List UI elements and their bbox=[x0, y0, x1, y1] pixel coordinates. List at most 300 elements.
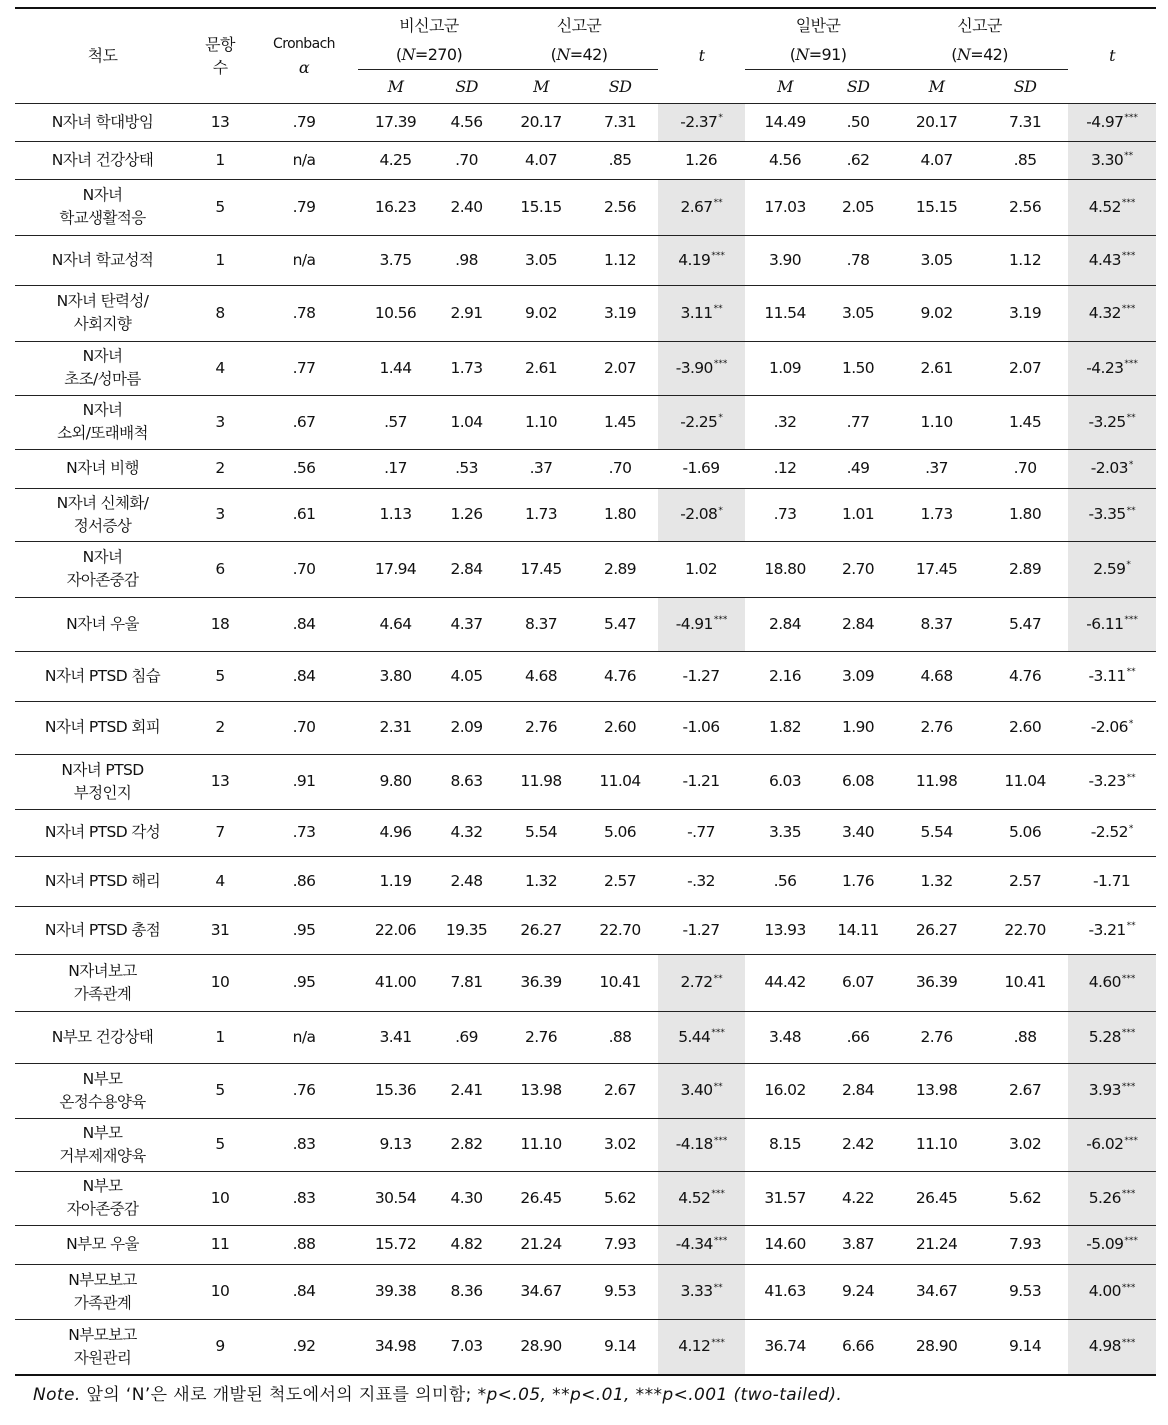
general-m-cell: 13.93 bbox=[764, 920, 806, 939]
report-sd-cell: 3.02 bbox=[603, 1135, 637, 1153]
significance-marker: *** bbox=[711, 1189, 725, 1200]
items-cell: 7 bbox=[215, 823, 225, 841]
nonreport-m-cell: 4.96 bbox=[379, 823, 412, 841]
significance-marker: *** bbox=[711, 1338, 725, 1349]
items-cell: 4 bbox=[215, 871, 225, 890]
t1-cell bbox=[658, 103, 745, 141]
report2-sd-cell: 3.19 bbox=[1008, 303, 1042, 322]
report2-sd-cell: 5.06 bbox=[1008, 823, 1042, 841]
table-row bbox=[15, 809, 1156, 856]
scale-name-cell bbox=[15, 651, 190, 701]
alpha-cell: .70 bbox=[292, 718, 316, 736]
scale-name-cell bbox=[15, 1319, 190, 1375]
t2-cell bbox=[1068, 395, 1156, 449]
items-cell: 3 bbox=[215, 505, 225, 523]
significance-marker: ** bbox=[1124, 151, 1134, 162]
sd-header: SD bbox=[1013, 76, 1037, 96]
general-m-cell: 44.42 bbox=[764, 973, 806, 991]
report-group2-header: 신고군 bbox=[957, 15, 1002, 35]
nonreport-m-cell: .57 bbox=[384, 412, 407, 431]
report-m-cell: 3.05 bbox=[524, 250, 558, 269]
report-m-cell: 2.76 bbox=[524, 718, 558, 736]
t2-cell bbox=[1068, 235, 1156, 285]
nonreport-sd-cell: 8.63 bbox=[450, 772, 483, 790]
items-cell: 1 bbox=[215, 150, 225, 169]
nonreport-sd-cell: 2.82 bbox=[450, 1135, 483, 1153]
nonreport-sd-cell: 1.04 bbox=[450, 412, 483, 431]
t1-cell bbox=[658, 141, 745, 179]
items-cell: 13 bbox=[210, 772, 230, 790]
items-cell: 8 bbox=[215, 303, 225, 322]
report2-sd-cell: 2.07 bbox=[1008, 358, 1042, 377]
scale-name-line: N자녀 PTSD 총점 bbox=[44, 920, 161, 939]
report2-sd-cell: 1.45 bbox=[1008, 412, 1042, 431]
nonreport-m-cell: 16.23 bbox=[374, 197, 417, 216]
general-m-cell: 14.60 bbox=[764, 1235, 806, 1253]
general-sd-cell: 2.70 bbox=[841, 559, 875, 578]
general-sd-cell: 2.84 bbox=[841, 1081, 875, 1099]
table-row bbox=[15, 1171, 1156, 1225]
nonreport-sd-cell: 1.73 bbox=[450, 358, 483, 377]
scale-name-line: 부정인지 bbox=[73, 783, 132, 802]
alpha-cell: .79 bbox=[292, 197, 316, 216]
t2-cell bbox=[1068, 103, 1156, 141]
alpha-cell: .79 bbox=[292, 112, 316, 131]
t1-cell bbox=[658, 1264, 745, 1319]
scale-name-line: 초조/성마름 bbox=[64, 370, 141, 388]
general-m-cell: 17.03 bbox=[764, 197, 806, 216]
alpha-cell: .88 bbox=[292, 1235, 316, 1253]
t-value: -1.71 bbox=[1092, 871, 1131, 890]
t2-cell bbox=[1068, 597, 1156, 651]
t2-cell bbox=[1068, 809, 1156, 856]
nonreport-sd-cell: 7.81 bbox=[450, 973, 483, 991]
significance-marker: *** bbox=[1121, 1028, 1136, 1039]
significance-marker: *** bbox=[1121, 1282, 1136, 1293]
general-m-cell: 8.15 bbox=[768, 1135, 802, 1153]
report2-sd-cell: 2.89 bbox=[1008, 559, 1042, 578]
scale-name-line: N자녀 bbox=[82, 401, 123, 419]
t1-cell bbox=[658, 1118, 745, 1171]
alpha-cell: .61 bbox=[292, 505, 316, 523]
table-row bbox=[15, 954, 1156, 1011]
t1-cell bbox=[658, 809, 745, 856]
t2-cell bbox=[1068, 1225, 1156, 1264]
report2-sd-cell: 2.57 bbox=[1008, 871, 1042, 890]
table-row bbox=[15, 906, 1156, 954]
t2-cell bbox=[1068, 1264, 1156, 1319]
nonreport-sd-cell: 2.84 bbox=[450, 559, 483, 578]
cronbach-header bbox=[250, 8, 358, 103]
nonreport-m-cell: .17 bbox=[384, 459, 407, 477]
scale-name-cell bbox=[15, 1011, 190, 1063]
report-m-cell: 9.02 bbox=[524, 303, 558, 322]
report2-m-cell: 4.68 bbox=[920, 666, 953, 685]
significance-marker: *** bbox=[713, 359, 728, 370]
scale-name-line: N자녀 PTSD 각성 bbox=[44, 823, 161, 841]
report2-sd-cell: 2.56 bbox=[1008, 197, 1042, 216]
t-value: 4.52 bbox=[678, 1188, 711, 1207]
scale-name-line: N부모 건강상태 bbox=[51, 1027, 154, 1046]
scale-name-line: N자녀 bbox=[82, 548, 123, 566]
report-sd-cell: 1.45 bbox=[603, 412, 637, 431]
report2-sd-cell: 2.60 bbox=[1008, 718, 1042, 736]
general-m-cell: 11.54 bbox=[764, 303, 806, 322]
t-value: -4.97 bbox=[1086, 112, 1124, 131]
general-sd-cell: 2.84 bbox=[841, 614, 875, 633]
table-row bbox=[15, 235, 1156, 285]
note-sig1: *p<.05, bbox=[477, 1385, 547, 1405]
report-m-cell: 15.15 bbox=[520, 197, 562, 216]
significance-marker: *** bbox=[711, 1028, 725, 1039]
general-m-cell: 36.74 bbox=[764, 1337, 806, 1356]
nonreport-sd-cell: 4.37 bbox=[450, 614, 483, 633]
significance-marker: * bbox=[718, 505, 723, 516]
items-cell: 1 bbox=[215, 1027, 225, 1046]
t1-cell bbox=[658, 1171, 745, 1225]
report-m-cell: .37 bbox=[529, 459, 553, 477]
t-value: -5.09 bbox=[1086, 1235, 1124, 1253]
t-value: 4.32 bbox=[1088, 303, 1121, 322]
report2-m-cell: 26.27 bbox=[915, 920, 958, 939]
alpha-cell: .78 bbox=[292, 303, 316, 322]
table-row bbox=[15, 1011, 1156, 1063]
note-sig3: ***p<.001 bbox=[635, 1385, 728, 1405]
report-sd-cell: 7.93 bbox=[603, 1235, 637, 1253]
t1-cell bbox=[658, 449, 745, 488]
t-value: 4.00 bbox=[1088, 1282, 1121, 1300]
t-value: 4.43 bbox=[1088, 250, 1121, 269]
report-m-cell: 1.32 bbox=[524, 871, 558, 890]
t2-cell bbox=[1068, 754, 1156, 809]
t-value: 3.30 bbox=[1090, 150, 1124, 169]
report-sd-cell: 3.19 bbox=[603, 303, 637, 322]
scale-name-line: N자녀 건강상태 bbox=[51, 150, 154, 169]
items-cell: 6 bbox=[215, 559, 225, 578]
report-m-cell: 1.73 bbox=[524, 505, 558, 523]
report-m-cell: 4.07 bbox=[524, 150, 558, 169]
alpha-cell: .84 bbox=[292, 1282, 316, 1300]
report2-m-cell: 2.61 bbox=[920, 358, 953, 377]
scale-name-line: N부모보고 bbox=[68, 1325, 137, 1344]
report-m-cell: 28.90 bbox=[520, 1337, 562, 1356]
report2-m-cell: 34.67 bbox=[915, 1282, 958, 1300]
significance-marker: *** bbox=[713, 1135, 728, 1146]
report-sd-cell: 2.56 bbox=[603, 197, 637, 216]
t-value: -2.52 bbox=[1090, 823, 1128, 841]
general-m-cell: 16.02 bbox=[764, 1081, 806, 1099]
nonreport-sd-cell: 19.35 bbox=[445, 920, 488, 939]
table-row bbox=[15, 449, 1156, 488]
t-value: -4.91 bbox=[675, 614, 713, 633]
significance-marker: * bbox=[1128, 718, 1134, 729]
report-sd-cell: 1.12 bbox=[603, 250, 637, 269]
scale-name-line: 가족관계 bbox=[73, 1293, 132, 1312]
report2-m-cell: 11.10 bbox=[915, 1135, 958, 1153]
report-sd-cell: 2.07 bbox=[603, 358, 637, 377]
alpha-cell: .83 bbox=[292, 1188, 316, 1207]
report2-sd-cell: 4.76 bbox=[1008, 666, 1042, 685]
significance-marker: * bbox=[718, 413, 723, 424]
nonreport-m-cell: 10.56 bbox=[374, 303, 417, 322]
report-m-cell: 8.37 bbox=[524, 614, 558, 633]
significance-marker: ** bbox=[713, 304, 723, 315]
significance-marker: ** bbox=[713, 198, 723, 209]
alpha-cell: .73 bbox=[292, 823, 316, 841]
report-sd-cell: .88 bbox=[608, 1027, 632, 1046]
nonreport-m-cell: 41.00 bbox=[374, 973, 417, 991]
report2-m-cell: 26.45 bbox=[915, 1188, 958, 1207]
scale-name-cell bbox=[15, 103, 190, 141]
report-m-cell: 20.17 bbox=[520, 112, 562, 131]
t-value: -2.06 bbox=[1090, 718, 1128, 736]
report2-m-cell: 21.24 bbox=[915, 1235, 958, 1253]
general-m-cell: 6.03 bbox=[768, 772, 802, 790]
report-sd-cell: 2.57 bbox=[603, 871, 637, 890]
note-sig2: **p<.01, bbox=[552, 1385, 630, 1405]
t-value: -4.23 bbox=[1086, 358, 1124, 377]
scale-name-cell bbox=[15, 754, 190, 809]
t2-cell bbox=[1068, 701, 1156, 754]
results-table bbox=[15, 7, 1156, 1376]
table-row bbox=[15, 701, 1156, 754]
table-row bbox=[15, 1118, 1156, 1171]
t-value: -4.34 bbox=[675, 1235, 713, 1253]
t-value: -3.25 bbox=[1088, 412, 1126, 431]
scale-name-line: 온정수용양육 bbox=[59, 1092, 146, 1111]
t-value: -6.11 bbox=[1086, 614, 1124, 633]
report-m-cell: 13.98 bbox=[520, 1081, 562, 1099]
scale-name-cell bbox=[15, 541, 190, 597]
nonreport-sd-cell: 2.40 bbox=[450, 197, 483, 216]
report-sd-cell: 9.53 bbox=[603, 1282, 637, 1300]
t-value: 4.60 bbox=[1088, 973, 1121, 991]
table-row bbox=[15, 141, 1156, 179]
significance-marker: *** bbox=[1121, 1081, 1136, 1092]
scale-name-cell bbox=[15, 856, 190, 906]
report-sd-cell: 4.76 bbox=[603, 666, 637, 685]
t-value: -1.27 bbox=[682, 920, 720, 939]
scale-name-line: 정서증상 bbox=[73, 516, 132, 535]
report-sd-cell: 2.89 bbox=[603, 559, 637, 578]
nonreport-m-cell: 4.64 bbox=[379, 614, 412, 633]
significance-marker: ** bbox=[1126, 505, 1136, 516]
general-sd-cell: 3.09 bbox=[841, 666, 875, 685]
report2-m-cell: 11.98 bbox=[915, 772, 958, 790]
general-sd-cell: .50 bbox=[846, 112, 870, 131]
note-tail: (two-tailed). bbox=[733, 1385, 843, 1405]
items-cell: 10 bbox=[210, 1282, 230, 1300]
report2-sd-cell: 22.70 bbox=[1004, 920, 1046, 939]
scale-name-line: 학교생활적응 bbox=[59, 209, 146, 227]
t-value: 2.67 bbox=[680, 197, 713, 216]
items-header-line2: 수 bbox=[212, 57, 228, 77]
t1-cell bbox=[658, 285, 745, 341]
alpha-cell: .67 bbox=[292, 412, 316, 431]
report2-m-cell: 36.39 bbox=[915, 973, 958, 991]
nonreport-m-cell: 34.98 bbox=[374, 1337, 417, 1356]
significance-marker: *** bbox=[1121, 251, 1136, 262]
nonreport-sd-cell: 1.26 bbox=[450, 505, 483, 523]
nonreport-m-cell: 3.41 bbox=[379, 1027, 412, 1046]
scale-name-line: N자녀 학대방임 bbox=[51, 112, 154, 131]
general-sd-cell: .66 bbox=[846, 1027, 870, 1046]
report-m-cell: 34.67 bbox=[520, 1282, 562, 1300]
report2-sd-cell: .70 bbox=[1013, 459, 1037, 477]
t-value: -1.27 bbox=[682, 666, 720, 685]
general-sd-cell: 4.22 bbox=[841, 1188, 875, 1207]
report-sd-cell: .70 bbox=[608, 459, 632, 477]
t-value: 4.98 bbox=[1088, 1337, 1121, 1356]
report2-sd-cell: 2.67 bbox=[1008, 1081, 1042, 1099]
report-n: (N=42) bbox=[500, 41, 658, 69]
items-cell: 18 bbox=[210, 614, 230, 633]
report-sd-cell: 2.67 bbox=[603, 1081, 637, 1099]
scale-name-line: 자아존중감 bbox=[66, 1200, 139, 1218]
nonreport-sd-cell: .53 bbox=[455, 459, 478, 477]
scale-name-line: N자녀 PTSD bbox=[61, 760, 144, 779]
scale-name-line: N자녀 PTSD 침습 bbox=[44, 666, 161, 685]
t1-cell bbox=[658, 597, 745, 651]
t-value: -1.69 bbox=[682, 459, 720, 477]
scale-name-line: 자아존중감 bbox=[66, 571, 139, 589]
report-m-cell: 26.45 bbox=[520, 1188, 562, 1207]
significance-marker: * bbox=[1126, 560, 1131, 571]
general-m-cell: 2.84 bbox=[768, 614, 802, 633]
general-m-cell: .56 bbox=[773, 871, 797, 890]
nonreport-sd-cell: 4.82 bbox=[450, 1235, 483, 1253]
scale-name-cell bbox=[15, 395, 190, 449]
nonreport-sd-cell: 2.48 bbox=[450, 871, 483, 890]
scale-name-cell bbox=[15, 1118, 190, 1171]
significance-marker: * bbox=[718, 113, 723, 124]
scale-name-cell bbox=[15, 809, 190, 856]
report-sd-cell: 10.41 bbox=[599, 973, 641, 991]
t2-cell bbox=[1068, 179, 1156, 235]
items-header bbox=[190, 8, 250, 103]
nonreport-m-cell: 22.06 bbox=[374, 920, 417, 939]
significance-marker: ** bbox=[713, 973, 723, 984]
alpha-label: α bbox=[298, 57, 310, 77]
items-cell: 11 bbox=[210, 1235, 230, 1253]
report2-sd-cell: 1.80 bbox=[1008, 505, 1042, 523]
t-value: 4.12 bbox=[678, 1337, 711, 1356]
t-value: -3.23 bbox=[1088, 772, 1126, 790]
nonreport-m-cell: 15.36 bbox=[374, 1081, 417, 1099]
items-header-line1: 문항 bbox=[205, 34, 235, 54]
t2-cell bbox=[1068, 341, 1156, 395]
nonreport-sd-cell: 4.56 bbox=[450, 112, 483, 131]
alpha-cell: .95 bbox=[292, 973, 316, 991]
general-group-header: 일반군 bbox=[795, 15, 841, 35]
t1-cell bbox=[658, 1011, 745, 1063]
general-sd-cell: 1.01 bbox=[841, 505, 875, 523]
scale-name-line: N자녀 탄력성/ bbox=[56, 292, 149, 310]
report-sd-cell: .85 bbox=[608, 150, 632, 169]
scale-name-cell bbox=[15, 1225, 190, 1264]
t1-cell bbox=[658, 701, 745, 754]
report2-m-cell: 8.37 bbox=[920, 614, 953, 633]
general-m-cell: 4.56 bbox=[768, 150, 802, 169]
significance-marker: ** bbox=[1126, 772, 1136, 783]
scale-name-cell bbox=[15, 701, 190, 754]
t-value: 2.72 bbox=[680, 973, 713, 991]
results-table-container bbox=[15, 7, 1152, 1405]
nonreport-sd-cell: 2.91 bbox=[450, 303, 483, 322]
scale-name-cell bbox=[15, 141, 190, 179]
alpha-cell: .70 bbox=[292, 559, 316, 578]
report-group-header: 신고군 bbox=[556, 15, 602, 35]
alpha-cell: .77 bbox=[292, 358, 316, 377]
report2-m-cell: 13.98 bbox=[915, 1081, 958, 1099]
report2-sd-cell: 7.31 bbox=[1008, 112, 1042, 131]
items-cell: 31 bbox=[210, 920, 230, 939]
alpha-cell: .84 bbox=[292, 614, 316, 633]
scale-name-line: N자녀 학교성적 bbox=[51, 250, 154, 269]
scale-name-line: 거부제재양육 bbox=[59, 1146, 146, 1165]
t2-cell bbox=[1068, 541, 1156, 597]
t-value: -1.06 bbox=[682, 718, 720, 736]
nonreport-sd-cell: 2.09 bbox=[450, 718, 483, 736]
general-m-cell: .32 bbox=[773, 412, 797, 431]
general-m-cell: 3.35 bbox=[768, 823, 802, 841]
t1-cell bbox=[658, 651, 745, 701]
alpha-cell: .95 bbox=[292, 920, 316, 939]
general-sd-cell: .77 bbox=[846, 412, 870, 431]
table-row bbox=[15, 103, 1156, 141]
table-row bbox=[15, 341, 1156, 395]
sd-header: SD bbox=[455, 76, 478, 96]
table-row bbox=[15, 179, 1156, 235]
significance-marker: *** bbox=[1121, 1189, 1136, 1200]
alpha-cell: .91 bbox=[292, 772, 316, 790]
general-sd-cell: 3.05 bbox=[841, 303, 875, 322]
m-header: M bbox=[387, 76, 404, 96]
significance-marker: ** bbox=[713, 1282, 723, 1293]
nonreport-m-cell: 4.25 bbox=[379, 150, 412, 169]
general-m-cell: 18.80 bbox=[764, 559, 806, 578]
report2-m-cell: 2.76 bbox=[920, 718, 953, 736]
report2-m-cell: 2.76 bbox=[920, 1027, 953, 1046]
table-row bbox=[15, 597, 1156, 651]
significance-marker: *** bbox=[713, 1235, 728, 1246]
t2-cell bbox=[1068, 906, 1156, 954]
report-sd-cell: 2.60 bbox=[603, 718, 637, 736]
general-sd-cell: 14.11 bbox=[837, 920, 879, 939]
general-sd-cell: .62 bbox=[846, 150, 870, 169]
t-value: -2.08 bbox=[680, 505, 718, 523]
nonreport-m-cell: 17.39 bbox=[374, 112, 417, 131]
report-m-cell: 36.39 bbox=[520, 973, 562, 991]
t1-cell bbox=[658, 541, 745, 597]
m-header: M bbox=[777, 76, 793, 96]
nonreport-group-header: 비신고군 bbox=[399, 15, 459, 35]
t-value: -1.21 bbox=[682, 772, 720, 790]
scale-name-line: N자녀 PTSD 회피 bbox=[44, 718, 161, 736]
t-value: 4.52 bbox=[1088, 197, 1121, 216]
nonreport-n: (N=270) bbox=[358, 41, 500, 69]
table-row bbox=[15, 1319, 1156, 1375]
alpha-cell: .86 bbox=[292, 871, 316, 890]
note-text: 앞의 ‘N’은 새로 개발된 척도에서의 지표를 의미함; bbox=[86, 1385, 472, 1405]
t2-cell bbox=[1068, 488, 1156, 541]
significance-marker: *** bbox=[1124, 1135, 1138, 1146]
t-value: -6.02 bbox=[1086, 1135, 1124, 1153]
scale-name-line: N부모 bbox=[82, 1069, 123, 1088]
general-m-cell: 31.57 bbox=[764, 1188, 806, 1207]
t-value: 4.19 bbox=[678, 250, 711, 269]
items-cell: 2 bbox=[215, 459, 225, 477]
